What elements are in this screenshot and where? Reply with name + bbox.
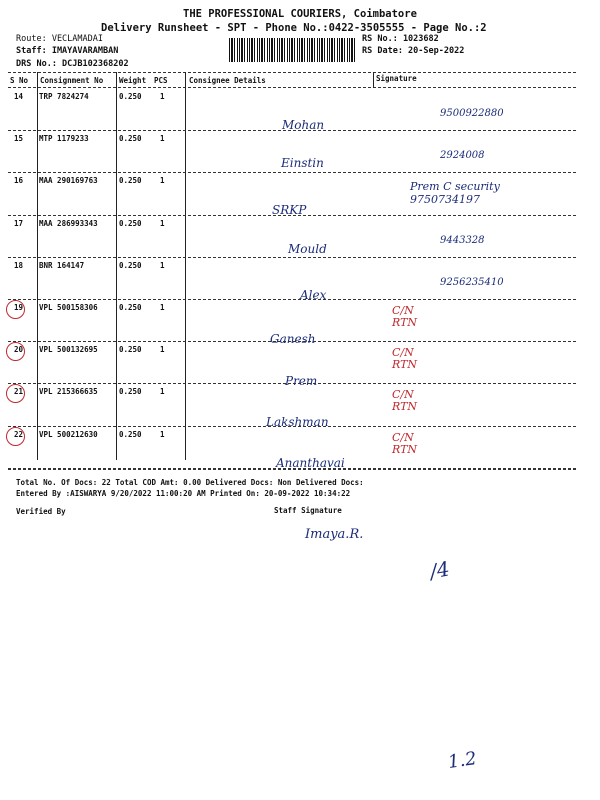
signature-handwriting: C/N RTN: [392, 346, 418, 372]
cell-consignment: VPL 500158306: [39, 303, 98, 312]
totals-line: Total No. Of Docs: 22 Total COD Amt: 0.00 Delivered Docs: Non Delivered Docs:: [16, 478, 364, 487]
cell-weight: 0.250: [119, 303, 142, 312]
cell-weight: 0.250: [119, 176, 142, 186]
cell-weight: 0.250: [119, 429, 142, 439]
consignee-handwriting: Mould: [288, 242, 327, 256]
col-consignment: Consignment No: [40, 76, 104, 85]
route-label: Route: VECLAMADAI: [16, 34, 103, 44]
rs-date: RS Date: 20-Sep-2022: [362, 46, 465, 56]
signature-handwriting: 2924008: [440, 150, 485, 162]
signature-handwriting: 9256235410: [440, 276, 504, 288]
cell-consignment: VPL 215366635: [39, 387, 98, 397]
signature-handwriting: Prem C security 9750734197: [410, 180, 500, 207]
signature-handwriting: C/N RTN: [392, 304, 418, 329]
pen-mark: /4: [428, 556, 452, 584]
consignee-handwriting: Mohan: [282, 118, 325, 132]
consignee-handwriting: Lakshman: [266, 415, 329, 429]
pen-mark: 1.2: [446, 748, 478, 773]
cell-sno: 14: [14, 92, 24, 101]
cell-pcs: 1: [160, 429, 165, 439]
barcode: [229, 38, 356, 62]
cell-pcs: 1: [160, 345, 165, 355]
cell-consignment: MAA 286993343: [39, 218, 98, 228]
circled-mark-icon: [6, 300, 25, 319]
signature-handwriting: 9443328: [440, 234, 485, 246]
table-bottom-rule: [8, 469, 576, 470]
cell-weight: 0.250: [119, 387, 142, 397]
signature-handwriting: C/N RTN: [392, 388, 418, 414]
circled-mark-icon: [6, 342, 25, 361]
entered-by-line: Entered By :AISWARYA 9/20/2022 11:00:20 AM Printed On: 20-09-2022 10:34:22: [16, 489, 351, 498]
cell-pcs: 1: [160, 303, 165, 312]
cell-sno: 18: [14, 260, 24, 270]
cell-sno: 20: [14, 345, 24, 355]
cell-weight: 0.250: [119, 218, 142, 228]
col-signature: Signature: [376, 74, 417, 83]
col-sno: S No: [10, 76, 29, 85]
signature-handwriting: C/N RTN: [392, 430, 418, 456]
verified-by-label: Verified By: [16, 507, 66, 516]
consignee-handwriting: SRKP: [272, 203, 307, 217]
cell-consignment: MAA 290169763: [39, 176, 98, 186]
company-title: THE PROFESSIONAL COURIERS, Coimbatore: [183, 8, 417, 20]
cell-sno: 22: [14, 429, 24, 439]
cell-pcs: 1: [160, 176, 165, 186]
consignee-handwriting: Prem: [285, 374, 318, 388]
cell-pcs: 1: [160, 134, 165, 144]
consignee-handwriting: Einstin: [281, 156, 324, 170]
cell-pcs: 1: [160, 387, 165, 397]
staff-signature-hand: Imaya.R.: [305, 527, 364, 542]
cell-sno: 21: [14, 387, 24, 397]
cell-weight: 0.250: [119, 134, 142, 144]
cell-weight: 0.250: [119, 92, 142, 101]
circled-mark-icon: [6, 427, 25, 446]
consignee-handwriting: Ganesh: [270, 332, 316, 346]
cell-consignment: TRP 7824274: [39, 92, 89, 101]
consignee-handwriting: Alex: [300, 288, 327, 302]
col-consignee: Consignee Details: [189, 76, 266, 85]
table-top-rule: [8, 72, 576, 73]
cell-consignment: VPL 500132695: [39, 345, 98, 355]
staff-signature-label: Staff Signature: [274, 506, 342, 515]
cell-consignment: BNR 164147: [39, 260, 85, 270]
cell-sno: 17: [14, 218, 24, 228]
cell-pcs: 1: [160, 260, 165, 270]
signature-handwriting: 9500922880: [440, 108, 504, 119]
runsheet-subtitle: Delivery Runsheet - SPT - Phone No.:0422-3505555 - Page No.:2: [101, 22, 487, 34]
cell-weight: 0.250: [119, 345, 142, 355]
consignee-handwriting: Ananthavai: [276, 456, 345, 470]
cell-sno: 16: [14, 176, 24, 186]
col-pcs: PCS: [154, 76, 168, 85]
rs-number: RS No.: 1023682: [362, 34, 439, 44]
drs-number: DRS No.: DCJB102368202: [16, 59, 129, 69]
col-weight: Weight: [119, 76, 147, 85]
cell-sno: 15: [14, 134, 24, 144]
circled-mark-icon: [6, 384, 25, 403]
cell-consignment: MTP 1179233: [39, 134, 89, 144]
cell-pcs: 1: [160, 92, 165, 101]
cell-pcs: 1: [160, 218, 165, 228]
cell-weight: 0.250: [119, 260, 142, 270]
cell-sno: 19: [14, 303, 24, 312]
cell-consignment: VPL 500212630: [39, 429, 98, 439]
staff-label: Staff: IMAYAVARAMBAN: [16, 46, 119, 56]
col-divider: [373, 72, 374, 88]
